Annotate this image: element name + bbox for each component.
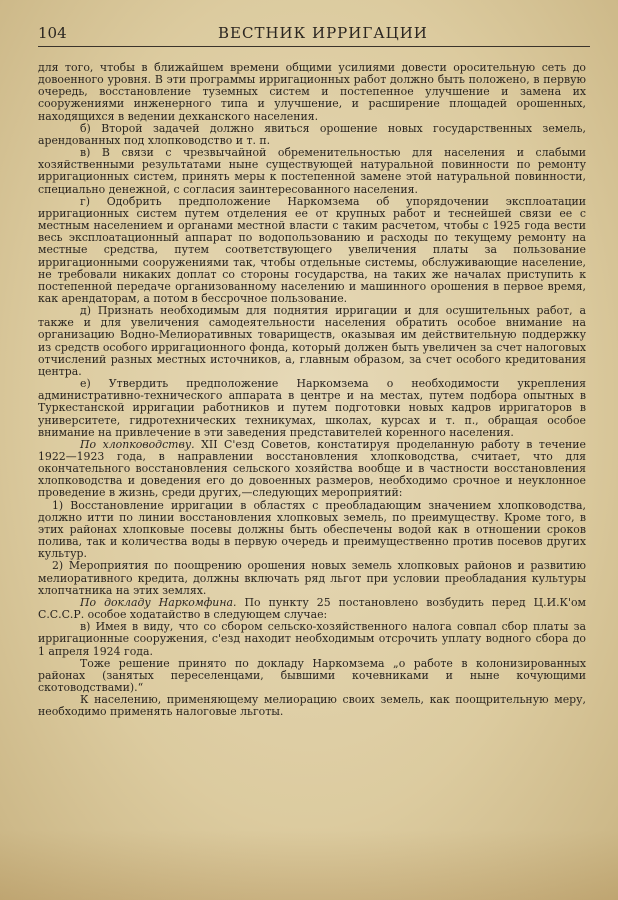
finance-item-v: в) Имея в виду, что со сбором сельско-хозяйственного налога совпал сбор платы за ирригационные сооружения, с'езд находит необходимым отсрочить уплату водного сбора до 1 апреля 1924 года.	[38, 620, 586, 658]
paragraph-e: е) Утвердить предположение Наркомзема о необходимости укрепления административно-технического аппарата в центре и на местах, путем подбора опытных в Туркестанской ирригации работников и путем подготовки новых кадров ирригаторов в университете, гидротехнических техникумах, школах, курсах и т. п., обращая особое внимание на привлечение в эти заведения представителей коренного населения.	[38, 377, 586, 439]
paragraph-continued: для того, чтобы в ближайшем времени общими усилиями довести оросительную сеть до довоенного уровня. В эти программы ирригационных работ должно быть положено, в первую очередь, восстановление туземных систем и постепенное улучшение и замена их сооружениями инженерного типа и улучшение, и расширение площадей орошенных, находящихся в ведении дехканского населения.	[38, 61, 586, 123]
section-cotton-lead: По хлопководству.	[80, 437, 195, 451]
paragraph-g: г) Одобрить предположение Наркомзема об упорядочении эксплоатации ирригационных систем путем отделения ее от крупных работ и теснейшей связи ее с местным населением и органами местной власти с таким расчетом, чтобы с 1925 года вести весь эксплоатационный аппарат по водопользованию и расходы по текущему ремонту на местные средства, путем соответствующего увеличения платы за пользование ирригационными сооружениями так, чтобы отдельные системы, обслуживающие население, не требовали никаких доплат со стороны государства, на таких же началах приступить к постепенной передаче организованному населению и машинного орошения в первое время, как арендаторам, а потом в бессрочное пользование.	[38, 194, 586, 305]
section-finance-text: По пункту 25 постановлено возбудить перед Ц.И.К'ом С.С.С.Р. особое ходатайство в следующем случае:	[38, 595, 586, 622]
section-finance	[38, 597, 586, 621]
cotton-item-2: 2) Мероприятия по поощрению орошения новых земель хлопковых районов и развитию мелиоративного кредита, должны включать ряд льгот при условии преобладания культуры хлопчатника на этих землях.	[38, 559, 586, 597]
section-cotton-text: XII С'езд Советов, констатируя проделанную работу в течение 1922—1923 года, в направлении восстановления хлопководства, считает, что для окончательного восстановления сельского хозяйства вообще и в частности восстановления хлопководства и доведения его до довоенных размеров, необходимо срочное и неуклонное проведение в жизнь, среди других,—следующих мероприятий:	[38, 437, 586, 500]
paragraph-d: д) Признать необходимым для поднятия ирригации и для осушительных работ, а также и для увеличения самодеятельности населения обратить особое внимание на организацию Водно-Мелиоративных товариществ, оказывая им действительную поддержку из средств особого ирригационного фонда, который должен быть увеличен за счет налоговых отчислений разных местных источников, а, главным образом, за счет особого кредитования центра.	[38, 304, 586, 378]
page-header	[38, 22, 590, 47]
section-finance-lead: По докладу Наркомфина.	[80, 595, 237, 609]
finance-final: К населению, применяющему мелиорацию своих земель, как поощрительную меру, необходимо применять налоговые льготы.	[38, 693, 586, 719]
section-cotton	[38, 439, 586, 500]
paragraph-b: б) Второй задачей должно явиться орошение новых государственных земель, арендованных под хлопководство и т. п.	[38, 121, 586, 147]
running-title: ВЕСТНИК ИРРИГАЦИИ	[218, 24, 428, 42]
cotton-item-1: 1) Восстановление ирригации в областях с преобладающим значением хлопководства, должно итти по линии восстановления хлопковых земель, по преимуществу. Кроме того, в этих районах хлопковые посевы должны быть обеспечены водой как в отношении сроков полива, так и количества воды в первую очередь и преимущественно против посевов других культур.	[38, 498, 586, 561]
finance-also: Тоже решение принято по докладу Наркомзема „о работе в колонизированных районах (занятых переселенцами, бывшими кочевниками и ныне кочующими скотоводствами).“	[38, 656, 586, 694]
body-text	[38, 62, 586, 718]
page-number: 104	[38, 24, 67, 42]
paragraph-v: в) В связи с чрезвычайной обременительностью для населения и слабыми хозяйственными результатами ныне существующей натуральной повинности по ремонту ирригационных систем, принять меры к постепенной замене этой натуральной повинности, специально денежной, с согласия заинтересованного населения.	[38, 146, 586, 196]
